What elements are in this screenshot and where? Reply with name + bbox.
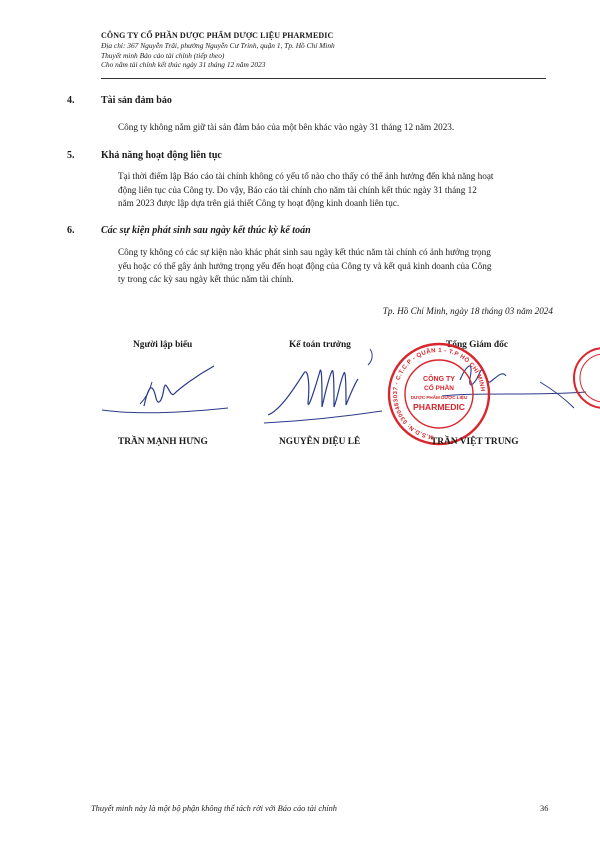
- footer-note: Thuyết minh này là một bộ phận không thể tách rời với Báo cáo tài chính: [91, 804, 337, 813]
- company-seal: [386, 341, 492, 447]
- section-6-line: Công ty không có các sự kiện nào khác phát sinh sau ngày kết thúc năm tài chính có ảnh hưởng trọng: [118, 247, 491, 257]
- section-4-line: Công ty không nắm giữ tài sản đảm bảo của một bên khác vào ngày 31 tháng 12 năm 2023.: [118, 122, 455, 132]
- preparer-signature: [100, 358, 240, 428]
- section-5-line: động liên tục của Công ty. Do vậy, Báo cáo tài chính cho năm tài chính kết thúc ngày 31 tháng 12: [118, 184, 477, 195]
- section-6-body: [118, 246, 546, 287]
- signatory-chief-accountant-name: NGUYỄN DIỆU LÊ: [279, 437, 361, 447]
- section-4-body: [118, 121, 546, 135]
- signatory-chief-accountant-title: Kế toán trưởng: [289, 340, 351, 350]
- seal-text: DƯỢC PHẨM DƯỢC LIỆU: [410, 395, 468, 400]
- section-6-title: Các sự kiện phát sinh sau ngày kết thúc kỳ kế toán: [101, 225, 311, 236]
- partial-stamp: [560, 338, 600, 418]
- section-5-line: năm 2023 được lập dựa trên giả thiết Công ty hoạt động kinh doanh liên tục.: [118, 198, 400, 208]
- section-6-number: 6.: [67, 225, 75, 236]
- seal-text: PHARMEDIC: [412, 402, 466, 412]
- section-4-title: Tài sản đảm bảo: [101, 95, 172, 106]
- signatory-general-director-name: TRẦN VIỆT TRUNG: [431, 437, 519, 447]
- section-5-number: 5.: [67, 150, 75, 161]
- chief-accountant-signature: [262, 345, 392, 430]
- section-5-title: Khả năng hoạt động liên tục: [101, 150, 222, 161]
- section-5-body: [118, 170, 546, 211]
- seal-text: CỔ PHẦN: [424, 385, 454, 392]
- section-6-line: ty trong các kỳ sau ngày kết thúc năm tài chính.: [118, 274, 294, 284]
- place-date: Tp. Hồ Chí Minh, ngày 18 tháng 03 năm 2024: [382, 306, 553, 316]
- header-period: Cho năm tài chính kết thúc ngày 31 tháng 12 năm 2023: [101, 60, 266, 70]
- section-5-line: Tại thời điểm lập Báo cáo tài chính không có yếu tố nào cho thấy có thể ảnh hưởng đến khả năng hoạt: [118, 171, 494, 181]
- company-address: Địa chỉ: 367 Nguyễn Trãi, phường Nguyễn Cư Trinh, quận 1, Tp. Hồ Chí Minh: [101, 41, 335, 50]
- header-divider: [101, 78, 546, 79]
- section-6-line: yếu hoặc có thể gây ảnh hưởng trọng yếu đến hoạt động của Công ty và kết quả kinh doanh của Công: [118, 260, 492, 271]
- signatory-general-director-title: Tổng Giám đốc: [446, 340, 508, 350]
- signatory-preparer-title: Người lập biểu: [133, 340, 193, 350]
- signatory-preparer-name: TRẦN MẠNH HƯNG: [118, 437, 208, 447]
- seal-text: CÔNG TY: [423, 376, 455, 383]
- svg-text:M.S.D.N: 0300483037 - C.T.C.P: [393, 348, 485, 440]
- company-name: CÔNG TY CỔ PHẦN DƯỢC PHẨM DƯỢC LIỆU PHARMEDIC: [101, 31, 334, 40]
- document-header: [101, 30, 546, 70]
- header-subtitle: Thuyết minh Báo cáo tài chính (tiếp theo): [101, 50, 225, 60]
- seal-ring-text: M.S.D.N: 0300483037 - C.T.C.P - QUẬN 1 - T.P HỒ CHÍ MINH: [393, 347, 486, 440]
- section-4-number: 4.: [67, 95, 75, 106]
- page-number: 36: [540, 804, 549, 813]
